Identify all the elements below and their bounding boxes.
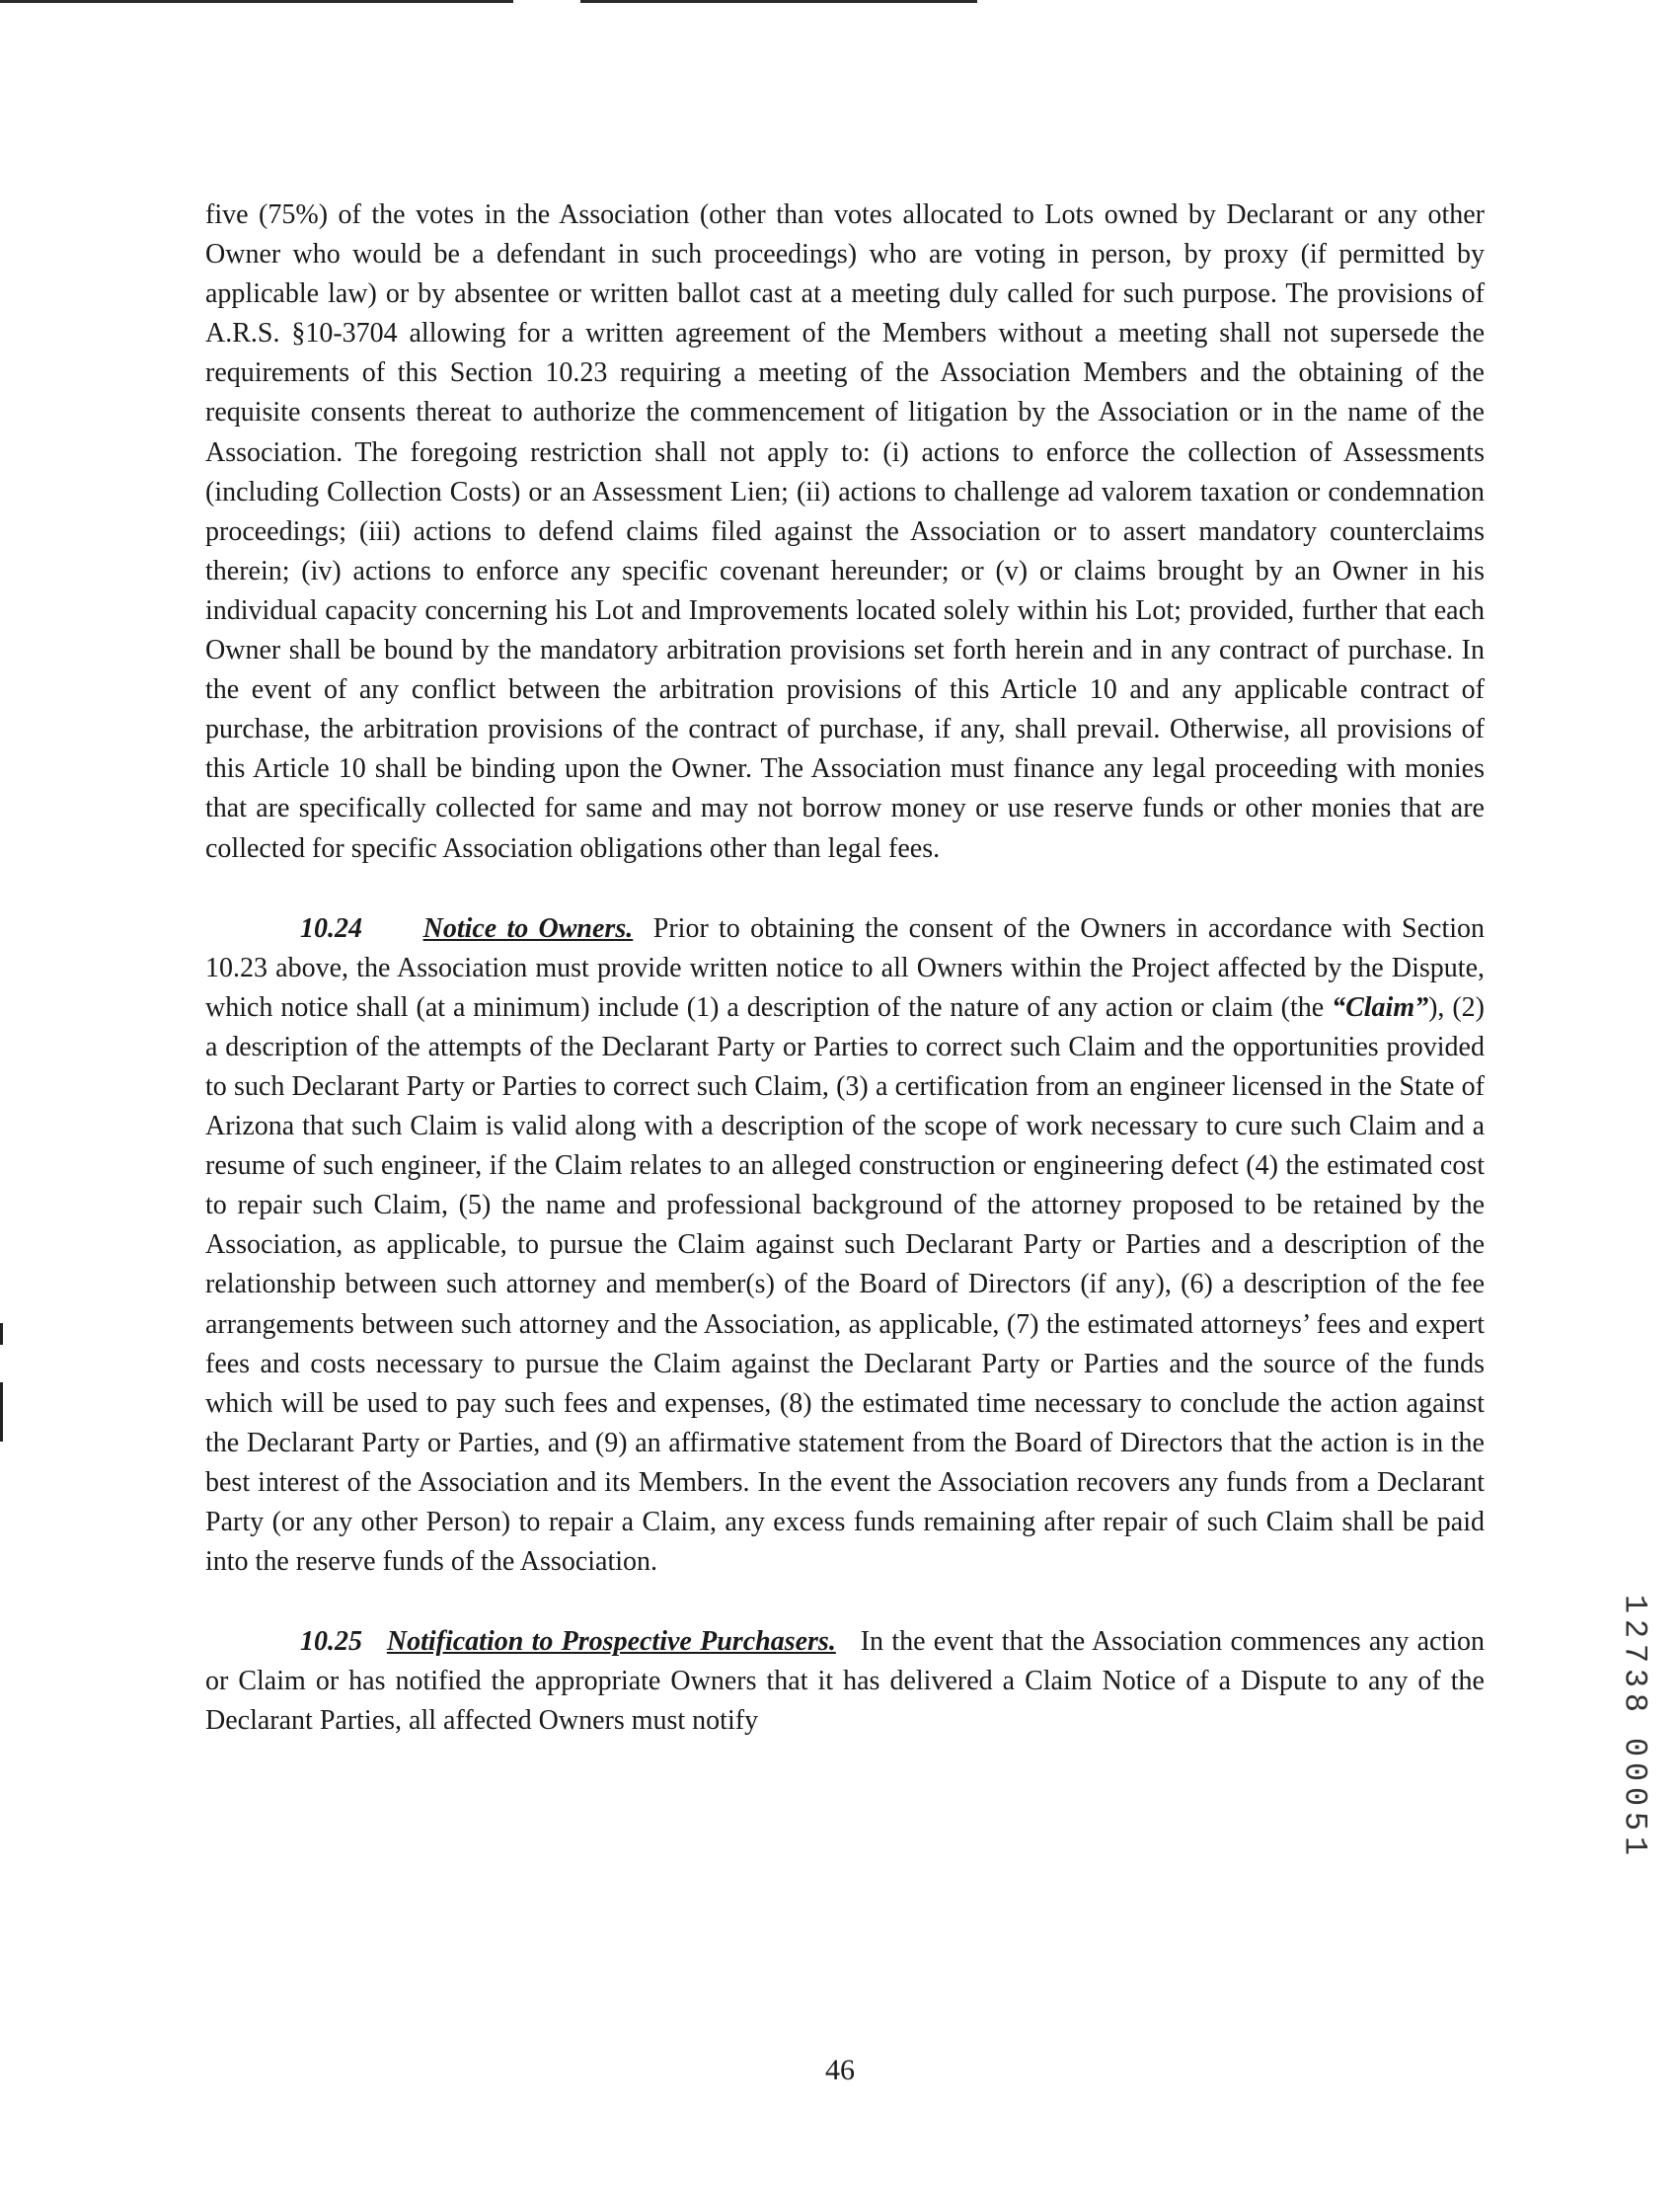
defined-term: “Claim” [1332, 991, 1429, 1023]
stamp-digit: 0 [1616, 1737, 1653, 1758]
section-title: Notification to Prospective Purchasers. [386, 1626, 836, 1658]
stamp-digit: 1 [1616, 1836, 1653, 1856]
section-text: In the event that the Association commences any action or Claim or has notified the appropriate Owners that it has delivered a Claim Notice of a Dispute to any of the Declarant Parties, all affected Owners must notify [205, 1626, 1486, 1737]
section-number: 10.24 [300, 912, 362, 944]
stamp-digit: 1 [1616, 1594, 1653, 1614]
stamp-digit: 0 [1616, 1786, 1653, 1807]
section-10-25-paragraph [205, 1622, 1485, 1741]
scan-top-rule [0, 0, 977, 3]
stamp-digit: 5 [1616, 1811, 1653, 1832]
section-text: ), (2) a description of the attempts of the Declarant Party or Parties to correct such Claim and the opportunities provided to such Declarant Party or Parties to correct such Claim, (3) a certification from an engineer licensed in the State of Arizona that such Claim is valid along with a description of the scope of work necessary to cure such Claim and a resume of such engineer, if the Claim relates to an alleged construction or engineering defect (4) the estimated cost to repair such Claim, (5) the name and professional background of the attorney proposed to be retained by the Association, as applicable, to pursue the Claim against such Declarant Party or Parties and a description of the relationship between such attorney and member(s) of the Board of Directors (if any), (6) a description of the fee arrangements between such attorney and the Association, as applicable, (7) the estimated attorneys’ fees and expert fees and costs necessary to pursue the Claim against the Declarant Party or Parties and the source of the funds which will be used to pay such fees and expenses, (8) the estimated time necessary to conclude the action against the Declarant Party or Parties, and (9) an affirmative statement from the Board of Directors that the action is in the best interest of the Association and its Members. In the event the Association recovers any funds from a Declarant Party (or any other Person) to repair a Claim, any excess funds remaining after repair of such Claim shall be paid into the reserve funds of the Association. [205, 991, 1485, 1578]
recording-number-stamp [1615, 1592, 1654, 1858]
scan-top-rule-gap [513, 0, 580, 3]
stamp-digit: 3 [1616, 1668, 1653, 1688]
continuation-paragraph: five (75%) of the votes in the Association (other than votes allocated to Lots owned by Declarant or any other Owner who would be a defendant in such proceedings) who are voting in person, by proxy (if permitted by applicable law) or by absentee or written ballot cast at a meeting duly called for such purpose. The provisions of A.R.S. §10-3704 allowing for a written agreement of the Members without a meeting shall not supersede the requirements of this Section 10.23 requiring a meeting of the Association Members and the obtaining of the requisite consents thereat to authorize the commencement of litigation by the Association or in the name of the Association. The foregoing restriction shall not apply to: (i) actions to enforce the collection of Assessments (including Collection Costs) or an Assessment Lien; (ii) actions to challenge ad valorem taxation or condemnation proceedings; (iii) actions to defend claims filed against the Association or to assert mandatory counterclaims therein; (iv) actions to enforce any specific covenant hereunder; or (v) or claims brought by an Owner in his individual capacity concerning his Lot and Improvements located solely within his Lot; provided, further that each Owner shall be bound by the mandatory arbitration provisions set forth herein and in any contract of purchase. In the event of any conflict between the arbitration provisions of this Article 10 and any applicable contract of purchase, the arbitration provisions of the contract of purchase, if any, shall prevail. Otherwise, all provisions of this Article 10 shall be binding upon the Owner. The Association must finance any legal proceeding with monies that are specifically collected for same and may not borrow money or use reserve funds or other monies that are collected for specific Association obligations other than legal fees. [205, 199, 1485, 864]
scan-edge-mark [0, 1323, 3, 1345]
section-text: Prior to obtaining the consent of the Owners in accordance with Section 10.23 above, the Association must provide written notice to all Owners within the Project affected by the Dispute, which notice shall (at a minimum) include (1) a description of the nature of any action or claim (the [205, 912, 1486, 1023]
section-title: Notice to Owners. [422, 912, 634, 944]
stamp-digit: 0 [1616, 1761, 1653, 1782]
page-number: 46 [825, 2054, 855, 2086]
stamp-digit: 7 [1616, 1643, 1653, 1664]
stamp-digit: 8 [1616, 1692, 1653, 1713]
document-body [205, 195, 1485, 1781]
section-number: 10.25 [300, 1626, 362, 1658]
section-10-24-paragraph [205, 909, 1485, 1583]
stamp-digit: 2 [1616, 1618, 1653, 1639]
scan-edge-mark [0, 1382, 3, 1442]
